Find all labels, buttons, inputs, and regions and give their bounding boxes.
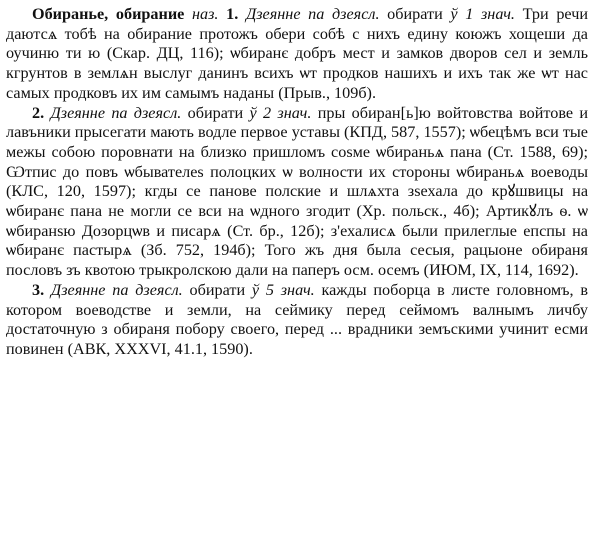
reference-word: обирати bbox=[187, 103, 244, 122]
reference-word: обирати bbox=[189, 280, 246, 299]
sense-number: 2. bbox=[32, 103, 45, 122]
citations: Три речи даютсѧ тобѣ на обирание протожъ обери собѣ с нихъ едину коюжъ хощеши да оучиню ти ю (Скар. ДЦ, 116); ѡбиранє добръ мест и замков дворов сел и земль кгрунтов в землѧн выслуг данинъ всихъ ѡт продков нашихъ и ихъ так же ѡт нас самых продковъ их им самымъ наданы (Прыв., 109б). bbox=[6, 5, 588, 102]
reference-sense: ў 1 знач. bbox=[450, 5, 515, 23]
sense-number: 3. bbox=[32, 280, 45, 299]
headword: Обиранье, обирание bbox=[32, 5, 185, 23]
sense-number: 1. bbox=[226, 5, 239, 23]
sense-definition: Дзеянне па дзеясл. bbox=[245, 5, 380, 23]
dictionary-entry-sense-3 bbox=[6, 281, 588, 360]
reference-sense: ў 2 знач. bbox=[249, 103, 312, 122]
dictionary-entry-sense-2 bbox=[6, 104, 588, 281]
sense-definition: Дзеянне па дзеясл. bbox=[50, 280, 183, 299]
dictionary-entry-sense-1 bbox=[6, 5, 588, 104]
citations: кажды поборца в листе головномъ, в котором воеводстве и земли, на сеймику перед сеймомъ валнымъ личбу достаточную з обираня побору своего, перед ... врадники земъскими учинит есми повинен (АВК, XXXVI, 41.1, 1590). bbox=[6, 280, 589, 358]
citations: пры обиран[ь]ю войтовства войтове и лавъники прысегати мають водле первое уставы (КПД, 587, 1557); ѡбецѣмъ вси тые межы собою поровнати на близко пришломъ соѕме ѡбираньѧ пана (Ст. 1588, 69); Ѡтпис до повъ ѡбывателеѕ полоцких ѡ волности их стороны ѡбираньѧ воеводы (КЛС, 120, 1597); кгды се панове полские и шлѧхта зѕехала до крꙋшвицы на ѡбиранє пана не могли се вси на ѡдного згодит (Хр. польск., 4б); Артикꙋлъ ѳ. ѡ ѡбиранѕю Дозорцѡв и писарѧ (Ст. бр., 12б); з'ехалисѧ были прилеглые епспы на ѡбиранє пастырѧ (Зб. 752, 194б); Того жъ дня была сесыя, рацыоне обираня пословъ зъ квотою трыкролскою дали на паперъ осм. осемъ (ИЮМ, IX, 114, 1692). bbox=[6, 103, 589, 280]
reference-word: обирати bbox=[387, 5, 443, 23]
sense-definition: Дзеянне па дзеясл. bbox=[50, 103, 182, 122]
part-of-speech: наз. bbox=[191, 5, 219, 23]
reference-sense: ў 5 знач. bbox=[251, 280, 315, 299]
